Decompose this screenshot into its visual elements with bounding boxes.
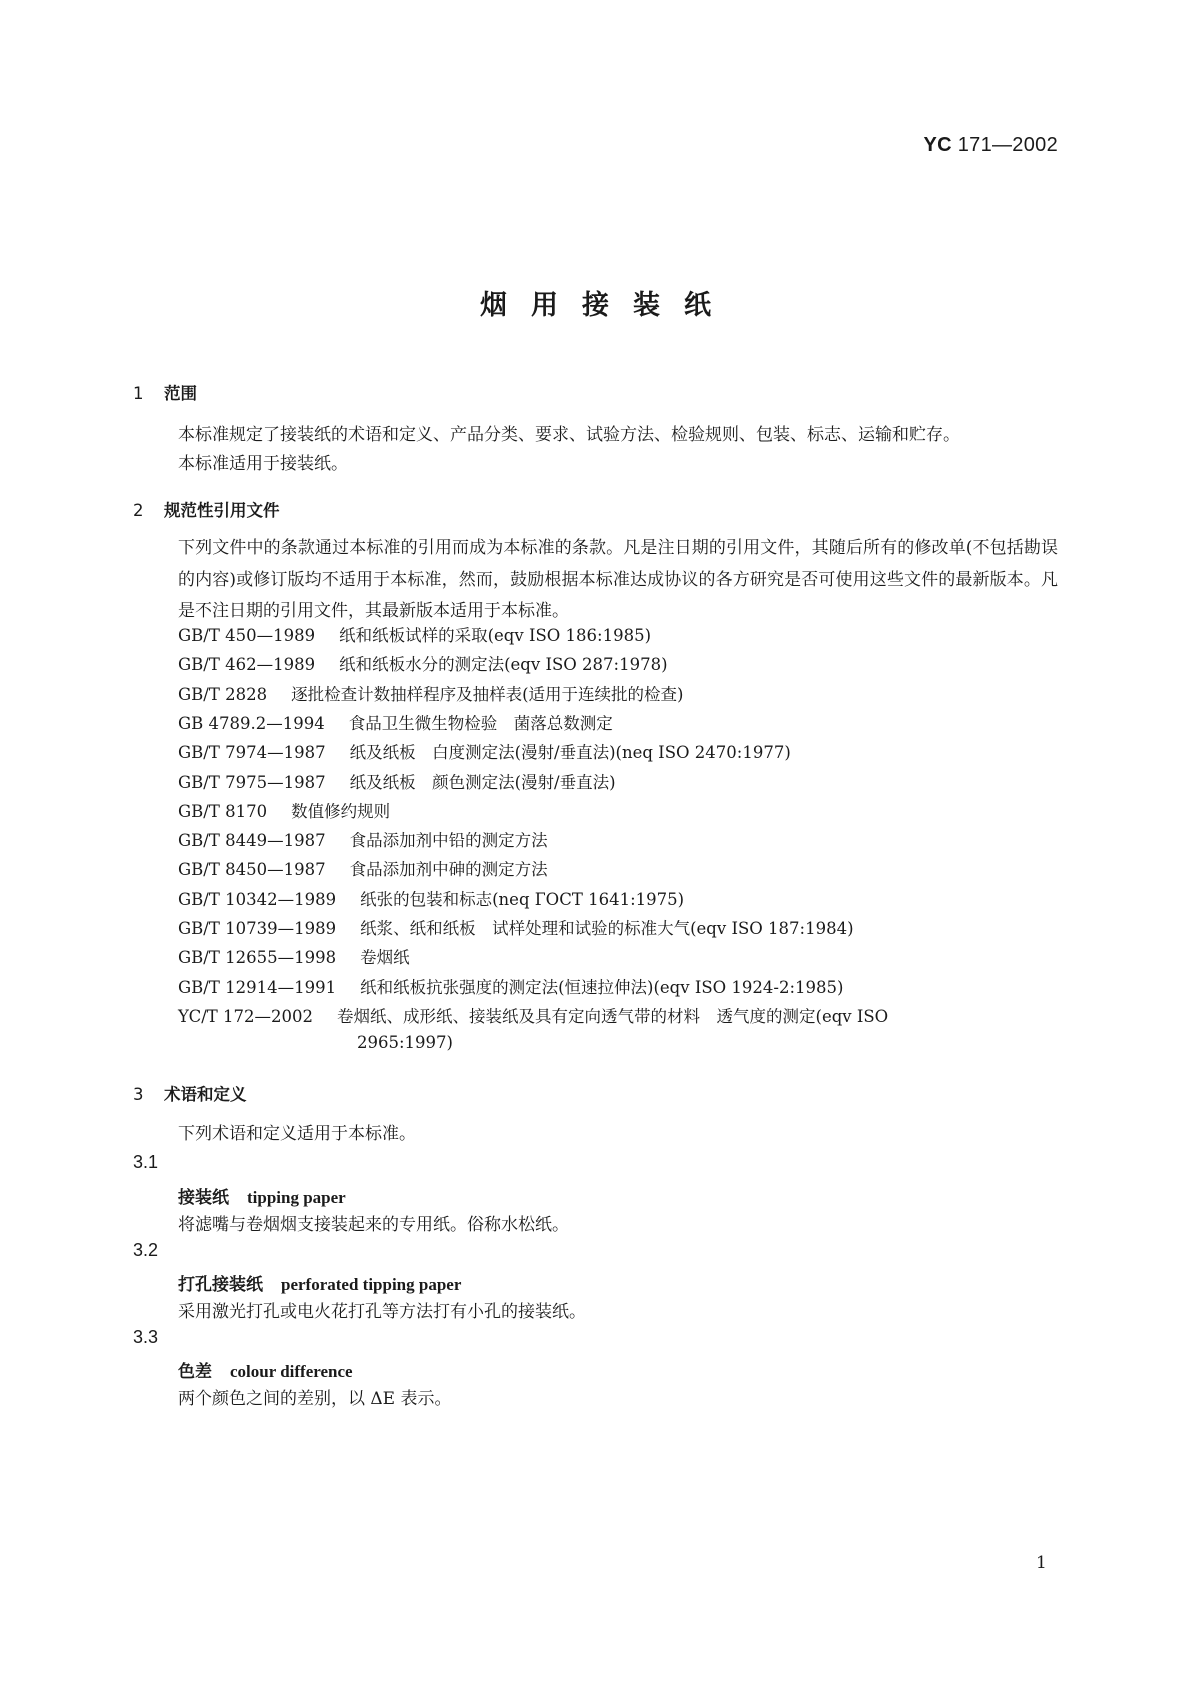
reference-item xyxy=(178,854,548,885)
reference-item xyxy=(178,649,668,680)
reference-code: GB/T 7975—1987 xyxy=(178,772,326,792)
reference-item xyxy=(178,620,651,651)
section-1-paragraph-1: 本标准规定了接装纸的术语和定义、产品分类、要求、试验方法、检验规则、包装、标志、运输和贮存。 xyxy=(178,425,960,445)
reference-code: GB/T 12914—1991 xyxy=(178,977,337,997)
reference-code: GB/T 8450—1987 xyxy=(178,860,326,880)
section-2-title: 规范性引用文件 xyxy=(164,501,280,520)
reference-item xyxy=(178,708,613,739)
reference-code: GB/T 462—1989 xyxy=(178,655,316,675)
reference-code: GB/T 10739—1989 xyxy=(178,919,337,938)
reference-title: 纸和纸板抗张强度的测定法(恒速拉伸法)(eqv ISO 1924-2:1985) xyxy=(360,977,844,997)
reference-code: GB/T 12655—1998 xyxy=(178,948,337,968)
term-2-heading xyxy=(178,1270,461,1295)
reference-item xyxy=(178,942,410,973)
term-1-heading xyxy=(178,1183,346,1208)
reference-item xyxy=(178,1001,888,1032)
section-3-heading xyxy=(133,1081,247,1105)
reference-code: GB/T 7974—1987 xyxy=(178,743,326,763)
section-1-title: 范围 xyxy=(164,384,197,403)
reference-title: 食品添加剂中铅的测定方法 xyxy=(349,831,548,851)
reference-code: GB/T 8449—1987 xyxy=(178,831,326,851)
reference-item xyxy=(178,796,390,827)
reference-continuation: 2965:1997) xyxy=(357,1033,453,1052)
reference-title: 卷烟纸 xyxy=(360,948,410,968)
term-1-zh: 接装纸 xyxy=(178,1188,229,1208)
term-2-number: 3.2 xyxy=(133,1240,159,1260)
section-1-number: 1 xyxy=(133,384,144,403)
reference-title: 食品卫生微生物检验 菌落总数测定 xyxy=(348,713,613,733)
term-1-en: tipping paper xyxy=(247,1188,346,1207)
reference-title: 纸和纸板试样的采取(eqv ISO 186:1985) xyxy=(339,626,652,645)
term-3-heading xyxy=(178,1357,353,1382)
reference-code: GB/T 10342—1989 xyxy=(178,889,337,909)
reference-title: 纸及纸板 颜色测定法(漫射/垂直法) xyxy=(349,772,616,792)
reference-item xyxy=(178,913,854,944)
reference-title: 纸和纸板水分的测定法(eqv ISO 287:1978) xyxy=(339,655,668,675)
standard-code-prefix: YC xyxy=(923,134,952,156)
section-2-intro: 下列文件中的条款通过本标准的引用而成为本标准的条款。凡是注日期的引用文件，其随后所有的修改单(不包括勘误的内容)或修订版均不适用于本标准，然而，鼓励根据本标准达成协议的各方研究是否可使用这些文件的最新版本。凡是不注日期的引用文件，其最新版本适用于本标准。 xyxy=(178,538,1058,621)
reference-code: GB/T 8170 xyxy=(178,801,268,821)
term-3-definition: 两个颜色之间的差别，以 ΔE 表示。 xyxy=(178,1389,452,1409)
term-2-definition: 采用激光打孔或电火花打孔等方法打有小孔的接装纸。 xyxy=(178,1302,586,1322)
reference-code: GB 4789.2—1994 xyxy=(178,713,325,733)
reference-item xyxy=(178,972,843,1003)
term-3-zh: 色差 xyxy=(178,1362,212,1382)
section-1-paragraph-2: 本标准适用于接装纸。 xyxy=(178,454,348,474)
term-1-definition: 将滤嘴与卷烟烟支接装起来的专用纸。俗称水松纸。 xyxy=(178,1215,569,1235)
section-3-title: 术语和定义 xyxy=(164,1085,247,1104)
section-3-number: 3 xyxy=(133,1085,144,1104)
section-2-number: 2 xyxy=(133,501,144,520)
reference-title: 逐批检查计数抽样程序及抽样表(适用于连续批的检查) xyxy=(291,684,684,704)
standard-code xyxy=(923,134,1058,157)
reference-title: 数值修约规则 xyxy=(291,801,391,821)
section-3-intro: 下列术语和定义适用于本标准。 xyxy=(178,1124,416,1144)
reference-item xyxy=(178,825,548,856)
reference-title: 食品添加剂中砷的测定方法 xyxy=(349,860,548,880)
reference-code: YC/T 172—2002 xyxy=(178,1006,314,1026)
section-1-heading xyxy=(133,380,197,404)
reference-item xyxy=(178,767,616,798)
reference-code: GB/T 2828 xyxy=(178,684,268,704)
reference-title: 纸及纸板 白度测定法(漫射/垂直法)(neq ISO 2470:1977) xyxy=(349,743,791,763)
reference-title: 纸浆、纸和纸板 试样处理和试验的标准大气(eqv ISO 187:1984) xyxy=(360,919,854,938)
document-title: 烟用接装纸 xyxy=(480,290,735,321)
reference-title: 卷烟纸、成形纸、接装纸及具有定向透气带的材料 透气度的测定(eqv ISO xyxy=(337,1006,889,1026)
term-3-number: 3.3 xyxy=(133,1327,159,1347)
reference-code: GB/T 450—1989 xyxy=(178,626,316,645)
term-1-number: 3.1 xyxy=(133,1152,159,1172)
reference-item xyxy=(178,737,791,768)
term-2-zh: 打孔接装纸 xyxy=(178,1275,263,1295)
section-2-heading xyxy=(133,497,280,521)
term-2-en: perforated tipping paper xyxy=(281,1275,462,1294)
page-number: 1 xyxy=(1036,1553,1047,1573)
reference-item xyxy=(178,884,684,915)
reference-item xyxy=(178,679,683,710)
term-3-en: colour difference xyxy=(230,1362,353,1381)
standard-code-number: 171—2002 xyxy=(951,134,1058,156)
reference-title: 纸张的包装和标志(neq ГОСТ 1641:1975) xyxy=(360,889,685,909)
